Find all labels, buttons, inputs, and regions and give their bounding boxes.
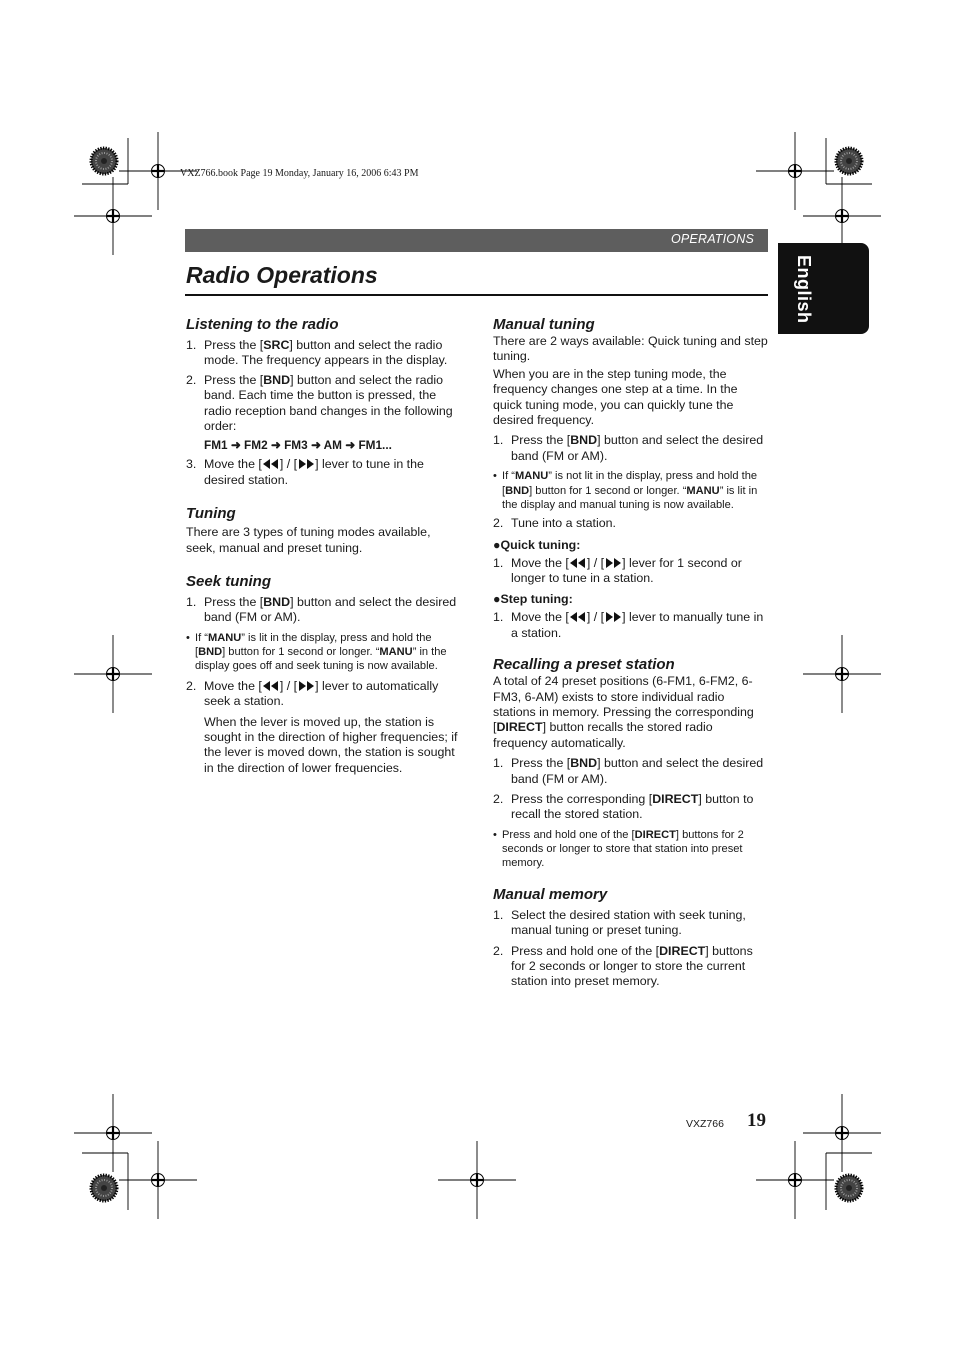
quick-tuning-label: ●Quick tuning:: [493, 537, 581, 552]
memory-heading: Manual memory: [493, 885, 608, 903]
preset-text: A total of 24 preset positions (6-FM1, 6-FM2, 6-FM3, 6-AM) exists to store individual radio stations in memory. Pressing the corresponding [DIRECT] button recalls the stored radio frequency automatically.: [493, 674, 754, 750]
manual-step-2: 2. Tune into a station.: [493, 516, 616, 531]
listening-step-3: 3. Move the [ ] / [ ] lever to tune in the desired station.: [186, 457, 424, 487]
seek-down-icon: [569, 557, 587, 569]
section-header-bar: [185, 229, 768, 252]
manual-heading: Manual tuning: [493, 316, 595, 333]
manual-step-1: 1. Press the [BND] button and select the desired band (FM or AM).: [493, 433, 764, 463]
left-column: [186, 316, 461, 776]
seek-heading: Seek tuning: [186, 573, 272, 591]
seek-up-icon: [604, 557, 622, 569]
listening-heading: Listening to the radio: [186, 316, 339, 333]
listening-step-1: 1. Press the [SRC] button and select the radio mode. The frequency appears in the display.: [186, 338, 448, 368]
memory-step-1: 1. Select the desired station with seek tuning, manual tuning or preset tuning.: [493, 907, 746, 938]
manual-p1: There are 2 ways available: Quick tuning and step tuning.: [493, 334, 768, 364]
tuning-heading: Tuning: [186, 505, 236, 523]
right-column: [493, 316, 768, 990]
preset-step-1: 1. Press the [BND] button and select the desired band (FM or AM).: [493, 756, 764, 786]
seek-down-icon: [262, 458, 280, 470]
seek-down-icon: [262, 680, 280, 692]
step-tuning-label: ●Step tuning:: [493, 592, 573, 607]
seek-step-1: 1. Press the [BND] button and select the desired band (FM or AM).: [186, 595, 457, 625]
seek-down-icon: [569, 611, 587, 623]
file-info: VXZ766.book Page 19 Monday, January 16, 2006 6:43 PM: [180, 168, 419, 179]
manual-p2: When you are in the step tuning mode, the frequency changes one step at a time. In the quick tuning mode, you can quickly tune the desired frequency.: [493, 366, 738, 428]
memory-step-2: 2. Press and hold one of the [DIRECT] buttons for 2 seconds or longer to store the current station into preset memory.: [493, 943, 753, 989]
preset-step-2: 2. Press the corresponding [DIRECT] button to recall the stored station.: [493, 792, 754, 822]
band-sequence: FM1 ➜ FM2 ➜ FM3 ➜ AM ➜ FM1...: [204, 438, 392, 453]
title-rule: [185, 294, 768, 296]
preset-heading: Recalling a preset station: [493, 656, 675, 674]
preset-note: • Press and hold one of the [DIRECT] buttons for 2 seconds or longer to store that station into preset memory.: [493, 828, 744, 870]
quick-tuning-step: 1. Move the [ ] / [ ] lever for 1 second or longer to tune in a station.: [493, 555, 742, 585]
seek-note: • If “MANU” is lit in the display, press and hold the [BND] button for 1 second or longer. “MANU” in the display goes off and seek tuning is now available.: [186, 631, 447, 673]
seek-up-icon: [297, 680, 315, 692]
footer-page-number: 19: [747, 1110, 766, 1131]
language-tab-label: English: [794, 255, 814, 324]
language-tab: [778, 243, 869, 334]
section-header-label: OPERATIONS: [670, 232, 754, 246]
footer-model: VXZ766: [686, 1118, 724, 1130]
tuning-text: There are 3 types of tuning modes available, seek, manual and preset tuning.: [186, 525, 431, 555]
seek-up-icon: [604, 611, 622, 623]
page-title: Radio Operations: [186, 262, 378, 288]
listening-step-2: 2. Press the [BND] button and select the radio band. Each time the button is pressed, the radio reception band changes in the following order:: [186, 372, 453, 434]
seek-step-2-detail: When the lever is moved up, the station is sought in the direction of higher frequencies; if the lever is moved down, the station is sought in the direction of lower frequencies.: [204, 714, 458, 775]
seek-step-2: 2. Move the [ ] / [ ] lever to automatically seek a station.: [186, 678, 439, 709]
seek-up-icon: [297, 458, 315, 470]
step-tuning-step: 1. Move the [ ] / [ ] lever to manually tune in a station.: [493, 610, 764, 640]
manual-note: • If “MANU” is not lit in the display, press and hold the [BND] button for 1 second or longer. “MANU” is lit in the display and manual tuning is now available.: [493, 470, 758, 511]
